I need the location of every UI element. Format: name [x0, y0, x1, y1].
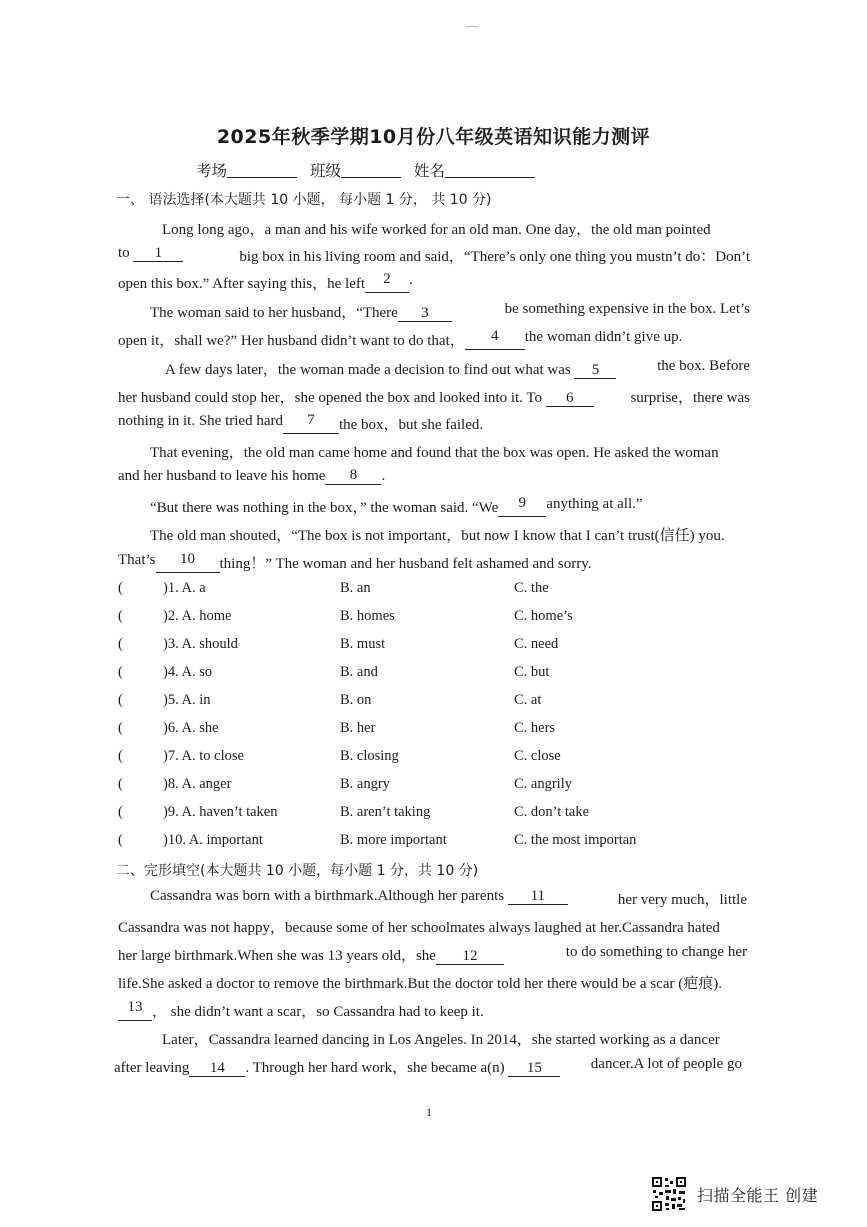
passage-line: [118, 916, 747, 937]
option-b[interactable]: B. angry: [340, 776, 390, 792]
passage-line: [114, 1056, 742, 1077]
option-c[interactable]: C. angrily: [514, 776, 572, 792]
option-b[interactable]: B. closing: [340, 748, 399, 764]
passage-line: [118, 1000, 750, 1021]
text-segment: after leaving: [114, 1060, 190, 1076]
passage-line: [150, 524, 750, 545]
text-segment: life.She asked a doctor to remove the birthmark.But the doctor told her there would be a scar (疤痕).: [118, 976, 722, 992]
text-segment: thing！” The woman and her husband felt ashamed and sorry.: [219, 556, 592, 572]
passage-line: [118, 552, 750, 573]
blank-3: 3: [398, 306, 452, 322]
class-label: 班级: [309, 162, 341, 180]
answer-paren: (: [118, 692, 123, 708]
option-a[interactable]: )2. A. home: [163, 608, 232, 624]
option-a[interactable]: )5. A. in: [163, 692, 211, 708]
passage-line: [162, 218, 750, 239]
option-a[interactable]: )6. A. she: [163, 720, 219, 736]
option-a[interactable]: )8. A. anger: [163, 776, 232, 792]
text-segment: A few days later，the woman made a decision to find out what was: [165, 362, 575, 378]
passage-line: [118, 972, 747, 993]
text-segment: .: [409, 272, 413, 288]
question-row: [118, 804, 758, 824]
passage-line: [150, 441, 750, 462]
blank-12: 12: [436, 949, 504, 965]
text-segment: That evening，the old man came home and found that the box was open. He asked the woman: [150, 445, 719, 461]
option-b[interactable]: B. an: [340, 580, 371, 596]
text-segment: That’s: [118, 552, 156, 568]
text-segment: her husband could stop her，she opened the box and looked into it. To: [118, 390, 546, 406]
option-b[interactable]: B. and: [340, 664, 378, 680]
blank-8: 8: [325, 468, 381, 485]
blank-15: 15: [508, 1061, 560, 1077]
answer-paren: (: [118, 608, 123, 624]
watermark-text: 扫描全能王 创建: [697, 1185, 819, 1205]
passage-line: [118, 944, 747, 965]
text-segment: her large birthmark.When she was 13 years old，she: [118, 948, 436, 964]
text-segment: open it，shall we?” Her husband didn’t want to do that，: [118, 333, 465, 349]
question-row: [118, 636, 758, 656]
text-segment: Long long ago，a man and his wife worked for an old man. One day，the old man pointed: [162, 222, 711, 238]
text-segment: ， she didn’t want a scar，so Cassandra had to keep it.: [152, 1004, 484, 1020]
page-title: 2025年秋季学期10月份八年级英语知识能力测评: [216, 126, 651, 148]
blank-7: 7: [283, 413, 339, 434]
option-a[interactable]: )4. A. so: [163, 664, 213, 680]
blank-10: 10: [156, 552, 220, 573]
passage-line: [118, 272, 750, 293]
text-segment: the box，but she failed.: [338, 417, 484, 433]
blank-1: 1: [133, 246, 183, 262]
option-b[interactable]: B. aren’t taking: [340, 804, 431, 820]
option-b[interactable]: B. must: [340, 636, 386, 652]
question-row: [118, 692, 758, 712]
question-row: [118, 664, 758, 684]
option-a[interactable]: )10. A. important: [163, 832, 263, 848]
text-segment: be something expensive in the box. Let’s: [504, 301, 750, 317]
text-segment: Cassandra was born with a birthmark.Although her parents: [150, 888, 508, 904]
text-segment: big box in his living room and said，“There’s only one thing you mustn’t do：Don’t: [239, 249, 750, 265]
option-c[interactable]: C. but: [514, 664, 550, 680]
text-segment: and her husband to leave his home: [118, 468, 326, 484]
question-row: [118, 748, 758, 768]
text-segment: The old man shouted，“The box is not important，but now I know that I can’t trust(信任) you.: [150, 528, 725, 544]
exam-room-blank: [227, 163, 297, 178]
option-b[interactable]: B. more important: [340, 832, 447, 848]
option-a[interactable]: )9. A. haven’t taken: [163, 804, 278, 820]
text-segment: the box. Before: [657, 358, 750, 374]
option-c[interactable]: C. hers: [514, 720, 556, 736]
answer-paren: (: [118, 636, 123, 652]
text-segment: “But there was nothing in the box，” the woman said. “We: [150, 500, 499, 516]
option-b[interactable]: B. homes: [340, 608, 395, 624]
option-c[interactable]: C. don’t take: [514, 804, 590, 820]
option-c[interactable]: C. close: [514, 748, 561, 764]
passage-line: [118, 468, 750, 485]
name-blank: [445, 163, 535, 178]
text-segment: the woman didn’t give up.: [524, 329, 683, 345]
question-row: [118, 776, 758, 796]
page-number: 1: [426, 1105, 432, 1119]
answer-paren: (: [118, 664, 123, 680]
passage-line: [118, 329, 750, 350]
text-segment: to: [118, 245, 134, 261]
blank-6: 6: [546, 391, 594, 407]
name-label: 姓名: [413, 162, 445, 180]
question-row: [118, 580, 758, 600]
scanner-watermark: [651, 1176, 818, 1212]
section1-heading: 一、 语法选择(本大题共 10 小题， 每小题 1 分， 共 10 分): [116, 192, 492, 208]
qr-code-icon: [651, 1176, 687, 1212]
answer-paren: (: [118, 804, 123, 820]
scan-mark: [466, 26, 478, 27]
text-segment: dancer.A lot of people go: [590, 1056, 742, 1072]
option-c[interactable]: C. at: [514, 692, 542, 708]
blank-14: 14: [189, 1061, 245, 1077]
blank-5: 5: [574, 363, 616, 379]
text-segment: The woman said to her husband，“There: [150, 305, 398, 321]
blank-2: 2: [365, 272, 409, 293]
passage-line: [165, 358, 750, 379]
answer-paren: (: [118, 720, 123, 736]
question-row: [118, 608, 758, 628]
passage-line: [150, 301, 750, 322]
passage-line: [150, 888, 747, 909]
text-segment: .: [381, 468, 386, 484]
option-b[interactable]: B. her: [340, 720, 376, 736]
text-segment: . Through her hard work，she became a(n): [245, 1060, 509, 1076]
question-row: [118, 832, 758, 852]
passage-line: [150, 496, 750, 517]
answer-paren: (: [118, 748, 123, 764]
option-b[interactable]: B. on: [340, 692, 372, 708]
answer-paren: (: [118, 776, 123, 792]
option-a[interactable]: )3. A. should: [163, 636, 238, 652]
option-c[interactable]: C. the most importan: [514, 832, 637, 848]
class-blank: [341, 163, 401, 178]
blank-11: 11: [508, 889, 568, 905]
section2-heading: 二、完形填空(本大题共 10 小题，每小题 1 分，共 10 分): [116, 863, 479, 879]
text-segment: Cassandra was not happy，because some of her schoolmates always laughed at her.Cassandra hated: [118, 920, 720, 936]
passage-line: [118, 386, 750, 407]
option-a[interactable]: )7. A. to close: [163, 748, 244, 764]
text-segment: nothing in it. She tried hard: [118, 413, 283, 429]
option-c[interactable]: C. home’s: [514, 608, 573, 624]
blank-4: 4: [465, 329, 525, 350]
text-segment: to do something to change her: [565, 944, 747, 960]
passage-line: [118, 413, 750, 434]
passage-line: [162, 1028, 744, 1049]
question-row: [118, 720, 758, 740]
blank-13: 13: [118, 1000, 152, 1021]
answer-paren: (: [118, 580, 123, 596]
text-segment: anything at all.”: [546, 496, 643, 512]
text-segment: her very much，little: [617, 892, 747, 908]
student-info-line: [196, 159, 543, 181]
passage-line: [118, 245, 750, 266]
option-a[interactable]: )1. A. a: [163, 580, 206, 596]
option-c[interactable]: C. need: [514, 636, 559, 652]
exam-room-label: 考场: [196, 162, 228, 180]
blank-9: 9: [498, 496, 546, 517]
text-segment: surprise，there was: [630, 390, 750, 406]
option-c[interactable]: C. the: [514, 580, 549, 596]
answer-paren: (: [118, 832, 123, 848]
text-segment: open this box.” After saying this，he left: [118, 276, 366, 292]
text-segment: Later，Cassandra learned dancing in Los Angeles. In 2014，she started working as a dancer: [162, 1032, 720, 1048]
